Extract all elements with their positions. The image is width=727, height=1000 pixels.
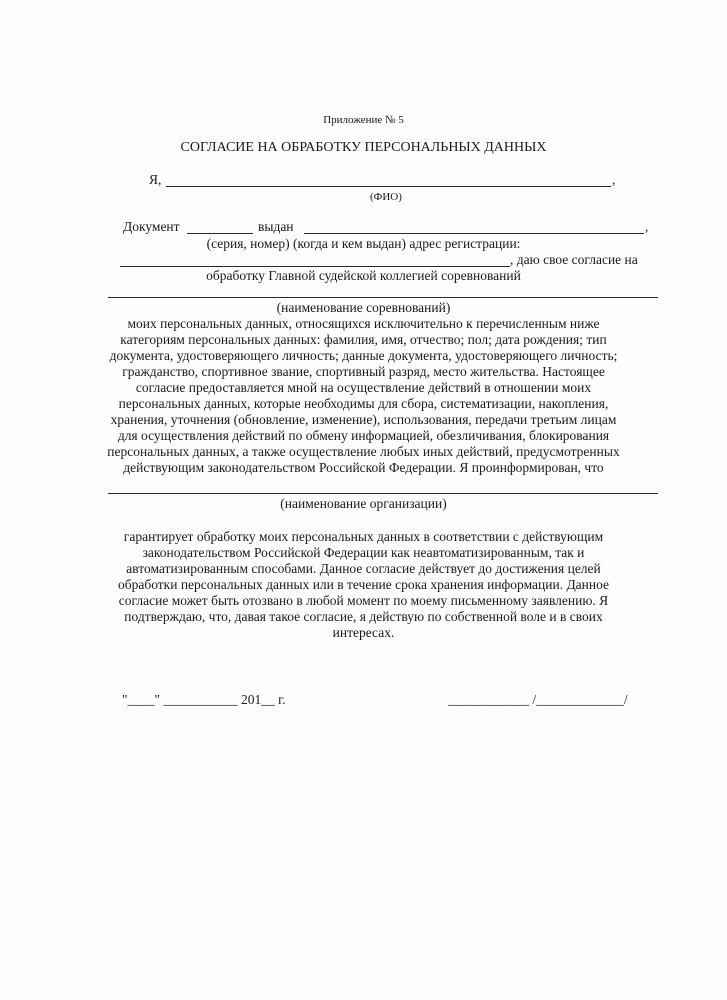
consent-continuation: обработку Главной судейской коллегией соревнований bbox=[206, 268, 521, 283]
document-issued-label: выдан bbox=[258, 219, 294, 234]
paragraph-line: документа, удостоверяющего личность; данные документа, удостоверяющего личность; bbox=[109, 348, 618, 363]
registration-blank bbox=[120, 266, 510, 267]
document-issued-blank bbox=[304, 233, 644, 234]
document-line-end: , bbox=[645, 219, 649, 234]
signature-sign-line: ____________ /_____________/ bbox=[448, 692, 628, 707]
paragraph-line: категориям персональных данных: фамилия, имя, отчество; пол; дата рождения; тип bbox=[120, 332, 607, 347]
organization-blank bbox=[108, 493, 658, 494]
fio-prefix: Я, bbox=[149, 172, 162, 187]
paragraph-line: обработки персональных данных или в течение срока хранения информации. Данное bbox=[117, 577, 610, 592]
organization-caption: (наименование организации) bbox=[280, 496, 447, 511]
paragraph-line: для осуществления действий по обмену информацией, обезличивания, блокирования bbox=[117, 428, 610, 443]
paragraph-line: действующим законодательством Российской Федерации. Я проинформирован, что bbox=[123, 460, 604, 475]
paragraph-line: законодательством Российской Федерации как неавтоматизированным, так и bbox=[142, 545, 585, 560]
fio-suffix: , bbox=[612, 172, 616, 187]
paragraph-line: согласие предоставляется мной на осуществление действий в отношении моих bbox=[135, 380, 592, 395]
competition-blank bbox=[108, 297, 658, 298]
fio-blank-line bbox=[166, 186, 611, 187]
document-series-blank bbox=[187, 233, 253, 234]
paragraph-line: персональных данных, которые необходимы для сбора, систематизации, накопления, bbox=[118, 396, 609, 411]
document-label: Документ bbox=[123, 219, 180, 234]
paragraph-line: гражданство, спортивное звание, спортивный разряд, место жительства. Настоящее bbox=[122, 364, 605, 379]
signature-date-line: "____" ___________ 201__ г. bbox=[122, 692, 286, 707]
competition-caption: (наименование соревнований) bbox=[276, 300, 451, 315]
paragraph-line: интересах. bbox=[332, 625, 395, 640]
paragraph-line: согласие может быть отозвано в любой момент по моему письменному заявлению. Я bbox=[118, 593, 609, 608]
document-caption: (серия, номер) (когда и кем выдан) адрес регистрации: bbox=[206, 236, 521, 251]
paragraph-line: хранения, уточнения (обновление, изменение), использования, передачи третьим лицам bbox=[110, 412, 617, 427]
paragraph-line: автоматизированным способами. Данное согласие действует до достижения целей bbox=[126, 561, 601, 576]
consent-text: , даю свое согласие на bbox=[510, 252, 638, 267]
appendix-number: Приложение № 5 bbox=[323, 114, 404, 126]
document-title: СОГЛАСИЕ НА ОБРАБОТКУ ПЕРСОНАЛЬНЫХ ДАННЫХ bbox=[180, 140, 547, 155]
paragraph-line: персональных данных, а также осуществление любых иных действий, предусмотренных bbox=[107, 444, 620, 459]
paragraph-line: подтверждаю, что, давая такое согласие, я действую по собственной воле и в своих bbox=[124, 609, 603, 624]
paragraph-line: моих персональных данных, относящихся исключительно к перечисленным ниже bbox=[127, 316, 600, 331]
fio-caption: (ФИО) bbox=[370, 191, 402, 203]
paragraph-line: гарантирует обработку моих персональных данных в соответствии с действующим bbox=[123, 529, 604, 544]
